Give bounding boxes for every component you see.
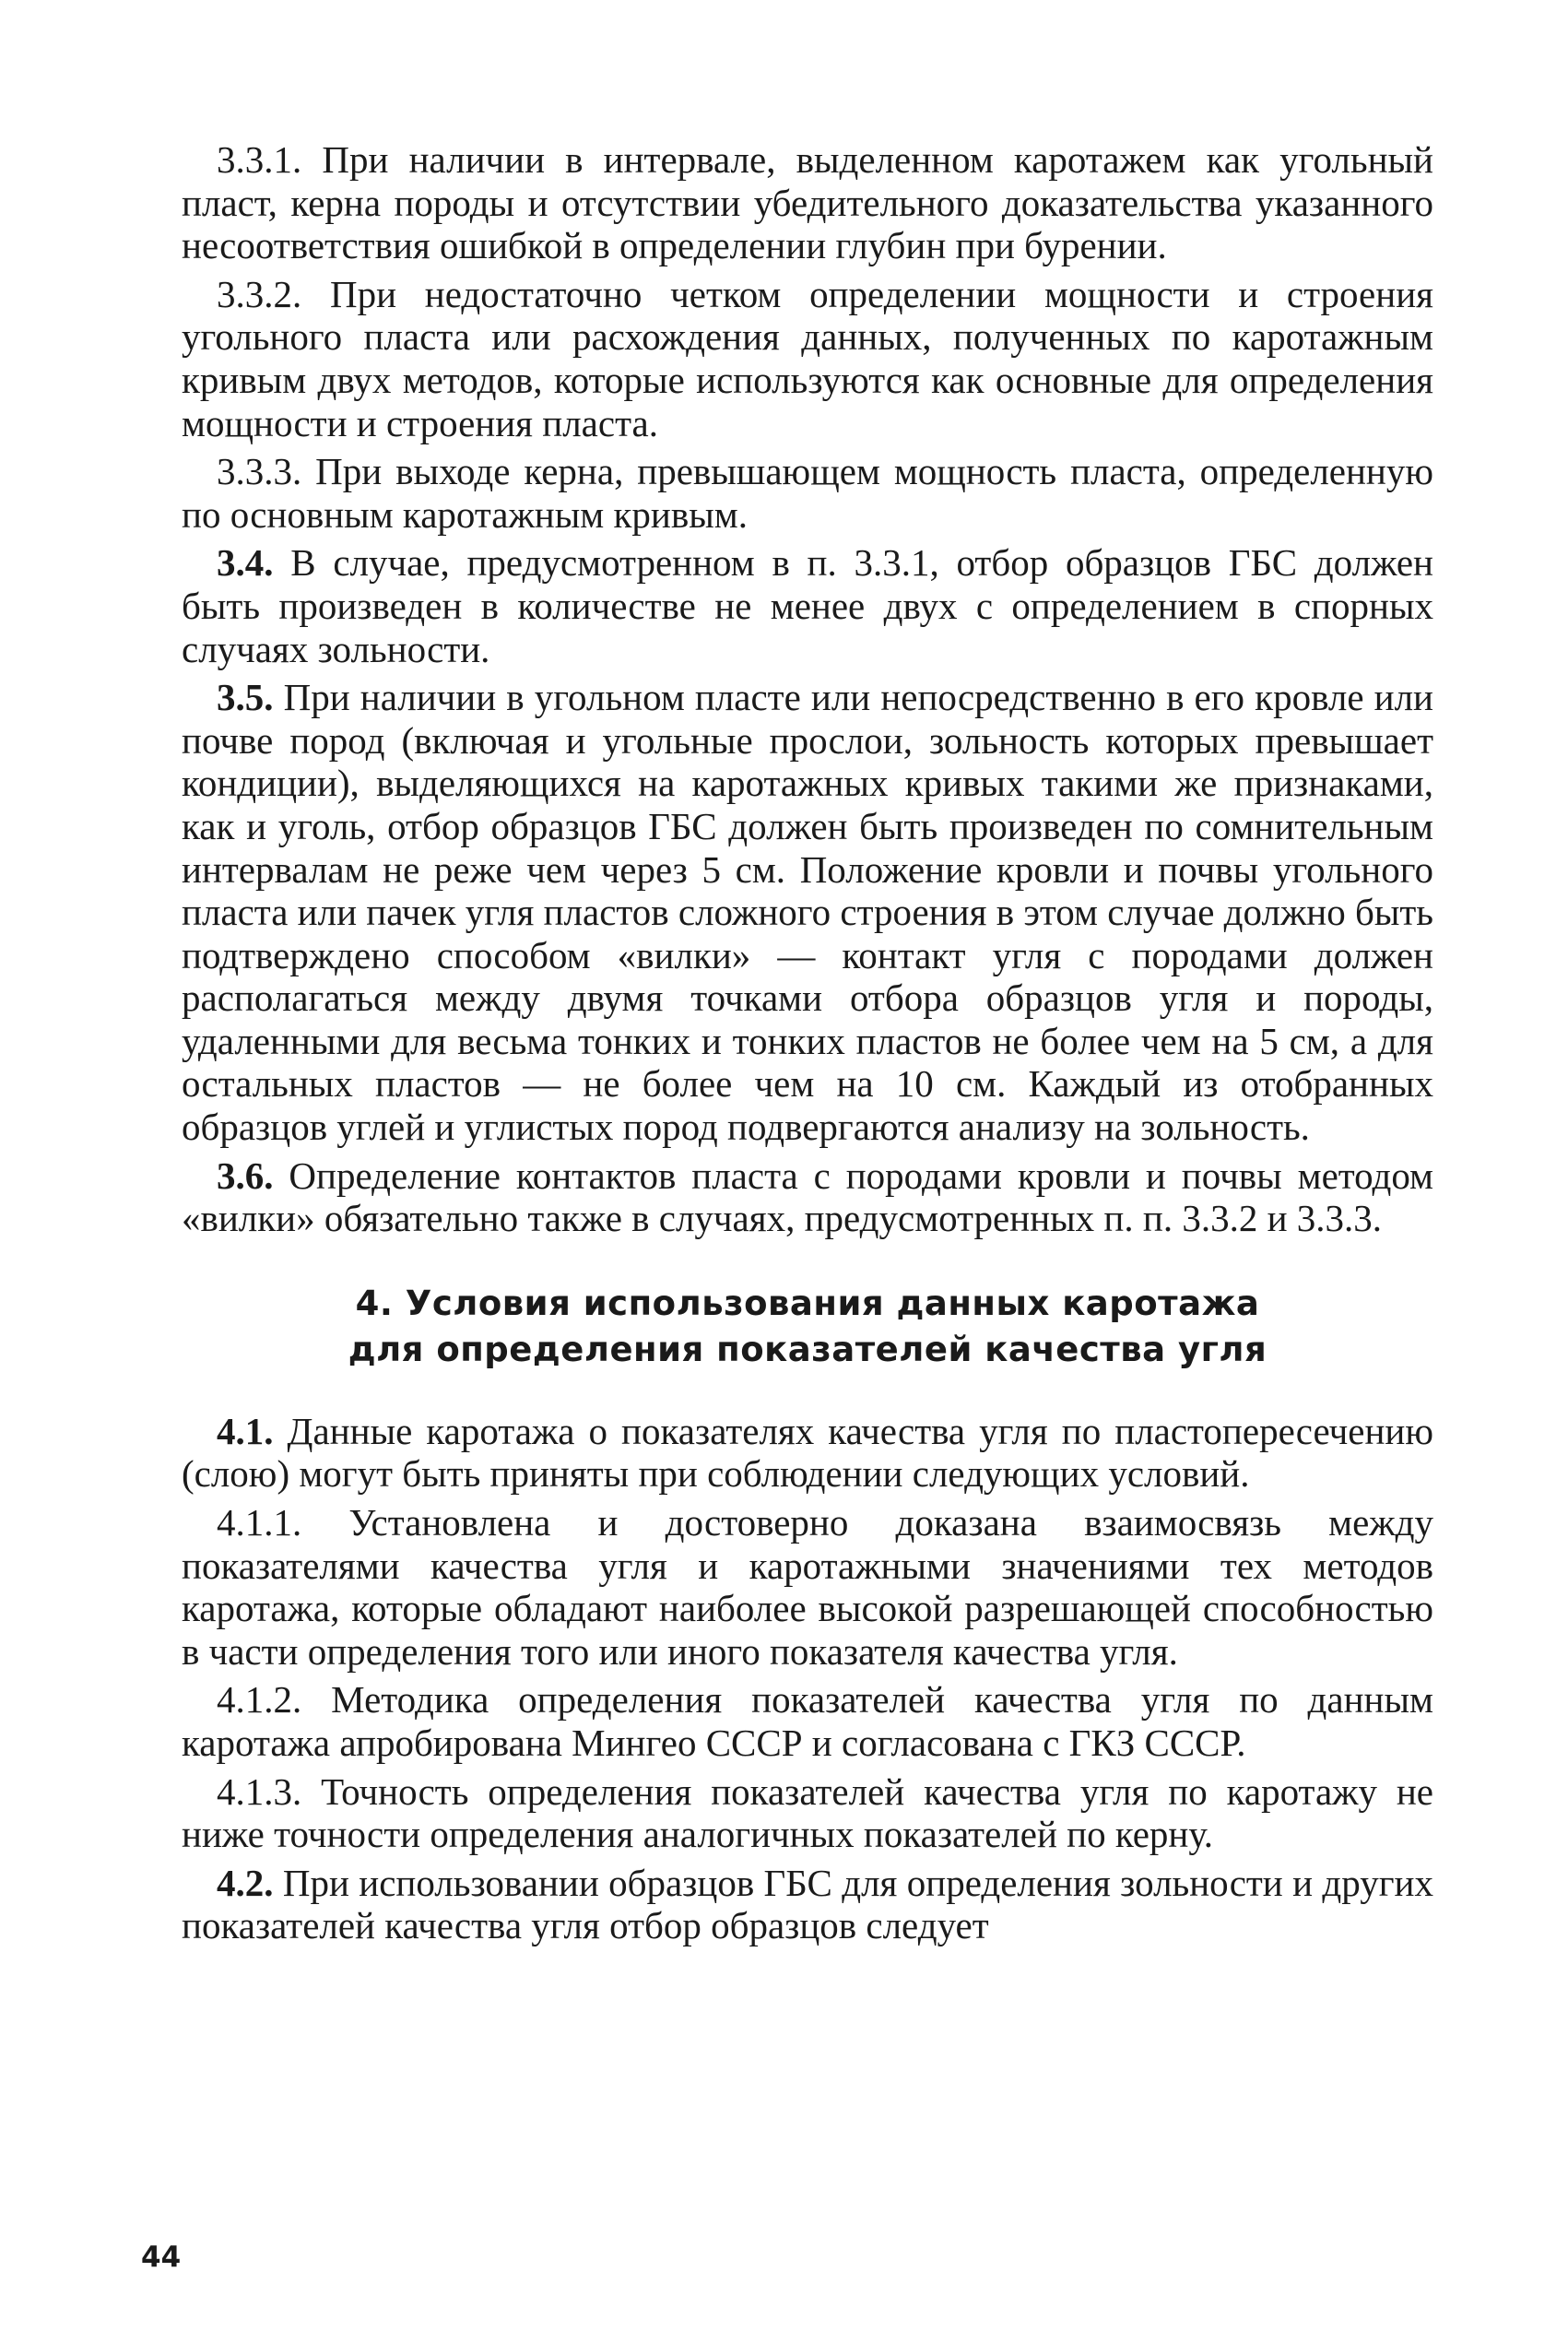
paragraph-3-3-1 (182, 138, 1433, 267)
clause-text: В случае, предусмотренном в п. 3.3.1, отбор образцов ГБС должен быть произведен в количестве не менее двух с определением в спорных случаях зольности. (182, 541, 1433, 670)
paragraph-3-5 (182, 676, 1433, 1149)
paragraph-3-3-2 (182, 273, 1433, 444)
clause-text: Точность определения показателей качества угля по каротажу не ниже точности определения аналогичных показателей по керну. (182, 1769, 1433, 1856)
clause-number: 3.5. (217, 676, 274, 719)
section-heading (182, 1281, 1433, 1373)
clause-number: 4.1. (217, 1409, 274, 1452)
clause-number: 4.1.3. (217, 1769, 302, 1813)
clause-number: 3.4. (217, 541, 274, 585)
paragraph-4-1 (182, 1410, 1433, 1496)
paragraph-4-1-3 (182, 1770, 1433, 1856)
clause-text: При недостаточно четком определении мощности и строения угольного пласта или расхождения данных, полученных по каротажным кривым двух методов, которые используются как основные для определения мощности и строения пласта. (182, 272, 1433, 444)
clause-text: Установлена и достоверно доказана взаимосвязь между показателями качества угля и каротажными значениями тех методов каротажа, которые обладают наиболее высокой разрешающей способностью в части определения того или иного показателя качества угля. (182, 1501, 1433, 1673)
clause-number: 3.6. (217, 1154, 274, 1197)
clause-text: При выходе керна, превышающем мощность пласта, определенную по основным каротажным кривым. (182, 450, 1433, 536)
clause-text: Данные каротажа о показателях качества угля по пластопересечению (слою) могут быть приняты при соблюдении следующих условий. (182, 1409, 1433, 1496)
clause-number: 3.3.1. (217, 138, 302, 181)
clause-number: 4.1.1. (217, 1501, 302, 1544)
clause-text: Определение контактов пласта с породами кровли и почвы методом «вилки» обязательно также в случаях, предусмотренных п. п. 3.3.2 и 3.3.3. (182, 1154, 1433, 1240)
clause-number: 4.1.2. (217, 1678, 302, 1722)
clause-text: Методика определения показателей качества угля по данным каротажа апробирована Мингео СССР и согласована с ГКЗ СССР. (182, 1678, 1433, 1764)
clause-number: 3.3.3. (217, 450, 302, 493)
clause-text: При наличии в интервале, выделенном каротажем как угольный пласт, керна породы и отсутствии убедительного доказательства указанного несоответствия ошибкой в определении глубин при бурении. (182, 138, 1433, 267)
paragraph-3-3-3 (182, 450, 1433, 536)
section-heading-line-1: 4. Условия использования данных каротажа (355, 1283, 1260, 1323)
page-number: 44 (141, 2241, 182, 2274)
clause-text: При наличии в угольном пласте или непосредственно в его кровле или почве пород (включая и угольные прослои, зольность которых превышает кондиции), выделяющихся на каротажных кривых такими же признаками, как и уголь, отбор образцов ГБС должен быть произведен по сомнительным интервалам не реже чем через 5 см. Положение кровли и почвы угольного пласта или пачек угля пластов сложного строения в этом случае должно быть подтверждено способом «вилки» — контакт угля с породами должен располагаться между двумя точками отбора образцов угля и породы, удаленными для весьма тонких и тонких пластов не более чем на 5 см, а для остальных пластов — не более чем на 10 см. Каждый из отобранных образцов углей и углистых пород подвергаются анализу на зольность. (182, 676, 1433, 1149)
clause-number: 3.3.2. (217, 272, 302, 315)
document-page (182, 138, 1433, 1953)
paragraph-3-4 (182, 541, 1433, 670)
clause-number: 4.2. (217, 1861, 274, 1904)
paragraph-4-2 (182, 1862, 1433, 1947)
clause-text: При использовании образцов ГБС для определения зольности и других показателей качества угля отбор образцов следует (182, 1861, 1433, 1947)
paragraph-4-1-2 (182, 1678, 1433, 1764)
section-heading-line-2: для определения показателей качества угля (348, 1329, 1267, 1369)
paragraph-4-1-1 (182, 1501, 1433, 1673)
paragraph-3-6 (182, 1154, 1433, 1240)
